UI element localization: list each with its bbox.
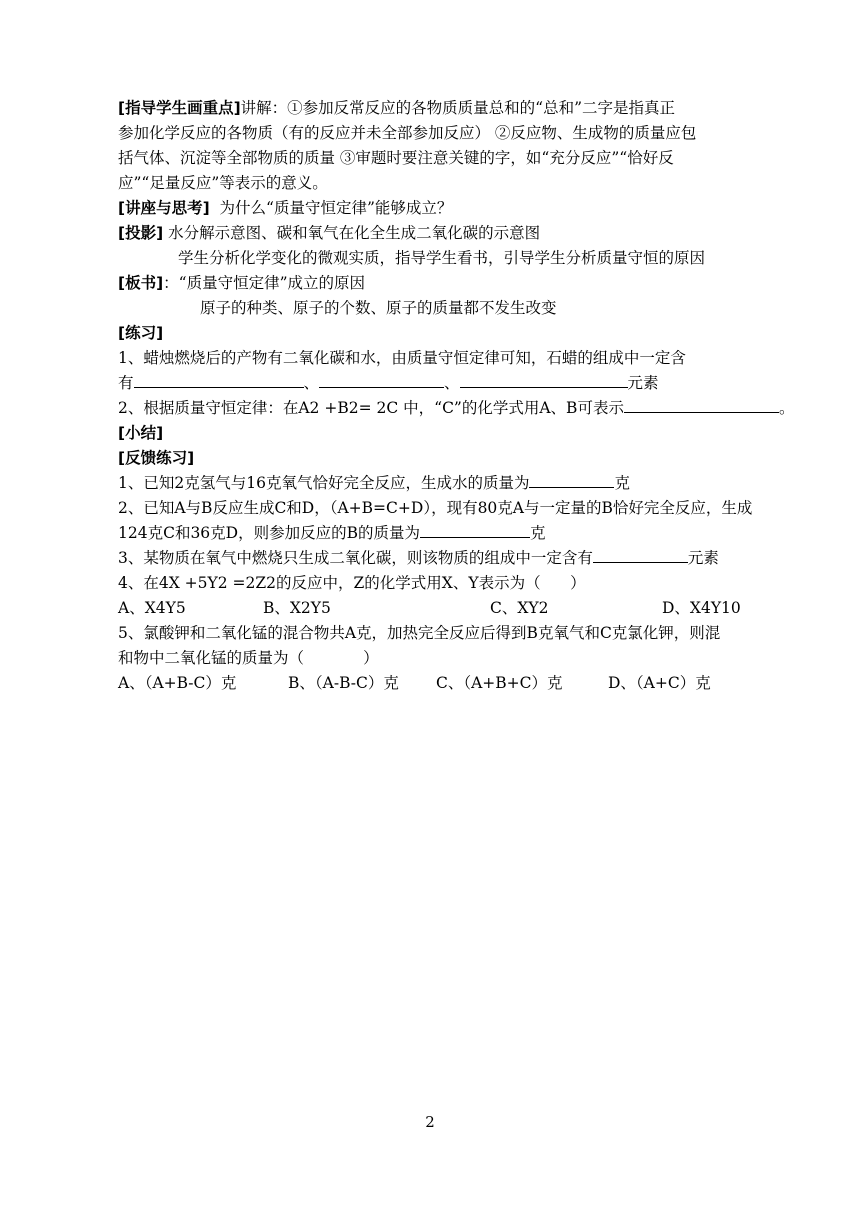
answer-blank[interactable]: [319, 371, 444, 388]
projection-tag: [投影]: [118, 224, 164, 242]
feedback-q4-options: [118, 596, 773, 621]
projection-line: [投影] 水分解示意图、碳和氧气在化全生成二氧化碳的示意图: [118, 224, 541, 242]
practice-q1-line-2: 有 、 、 元素: [118, 371, 773, 396]
option-a: A、（A+B-C）克: [118, 674, 237, 692]
lecture-tag: [讲座与思考]: [118, 199, 210, 217]
page-number: 2: [425, 1113, 435, 1131]
feedback-q2-line-1: 2、已知A与B反应生成C和D，（A+B=C+D），现有80克A与一定量的B恰好完全反应，生成: [118, 499, 753, 517]
option-d: D、X4Y10: [662, 599, 741, 617]
answer-blank[interactable]: [420, 521, 530, 538]
board-tag: [板书]: [118, 274, 164, 292]
feedback-tag: [反馈练习]: [118, 449, 195, 467]
summary-tag: [小结]: [118, 424, 164, 442]
intro-line-1: [指导学生画重点]讲解：①参加反常反应的各物质质量总和的“总和”二字是指真正: [118, 99, 676, 117]
option-c: C、XY2: [490, 599, 549, 617]
answer-blank[interactable]: [529, 471, 614, 488]
feedback-q2-line-2: 124克C和36克D，则参加反应的B的质量为 克: [118, 521, 773, 546]
feedback-q5-line-2: 和物中二氧化锰的质量为（ ）: [118, 649, 379, 667]
intro-line-2: 参加化学反应的各物质（有的反应并未全部参加反应） ②反应物、生成物的质量应包: [118, 124, 697, 142]
intro-tag: [指导学生画重点]: [118, 99, 241, 117]
feedback-q4: 4、在4X +5Y2 =2Z2的反应中，Z的化学式用X、Y表示为（ ）: [118, 574, 586, 592]
feedback-q3: 3、某物质在氧气中燃烧只生成二氧化碳，则该物质的组成中一定含有 元素: [118, 546, 773, 571]
answer-blank[interactable]: [460, 371, 628, 388]
board-line: [板书]：“质量守恒定律”成立的原因: [118, 274, 366, 292]
practice-q2: 2、根据质量守恒定律：在A2 +B2= 2C 中，“C”的化学式用A、B可表示 。: [118, 396, 773, 421]
option-a: A、X4Y5: [118, 599, 186, 617]
practice-tag: [练习]: [118, 324, 164, 342]
option-d: D、（A+C）克: [608, 674, 711, 692]
answer-blank[interactable]: [593, 546, 688, 563]
feedback-q5-options: [118, 671, 773, 696]
lecture-line: [讲座与思考] 为什么“质量守恒定律”能够成立？: [118, 199, 453, 217]
option-b: B、X2Y5: [263, 599, 331, 617]
document-body: [118, 96, 795, 696]
answer-blank[interactable]: [624, 396, 779, 413]
intro-line-4: 应”“足量反应”等表示的意义。: [118, 174, 328, 192]
option-c: C、（A+B+C）克: [436, 674, 563, 692]
feedback-q5-line-1: 5、氯酸钾和二氧化锰的混合物共A克，加热完全反应后得到B克氧气和C克氯化钾，则混: [118, 624, 721, 642]
board-line-2: 原子的种类、原子的个数、原子的质量都不发生改变: [200, 299, 557, 317]
option-b: B、（A-B-C）克: [288, 674, 399, 692]
answer-blank[interactable]: [134, 371, 304, 388]
intro-line-3: 括气体、沉淀等全部物质的质量 ③审题时要注意关键的字，如“充分反应”“恰好反: [118, 149, 674, 167]
projection-line-2: 学生分析化学变化的微观实质，指导学生看书，引导学生分析质量守恒的原因: [178, 249, 706, 267]
practice-q1-line-1: 1、蜡烛燃烧后的产物有二氧化碳和水，由质量守恒定律可知，石蜡的组成中一定含: [118, 349, 686, 367]
feedback-q1: 1、已知2克氢气与16克氧气恰好完全反应，生成水的质量为 克: [118, 471, 773, 496]
